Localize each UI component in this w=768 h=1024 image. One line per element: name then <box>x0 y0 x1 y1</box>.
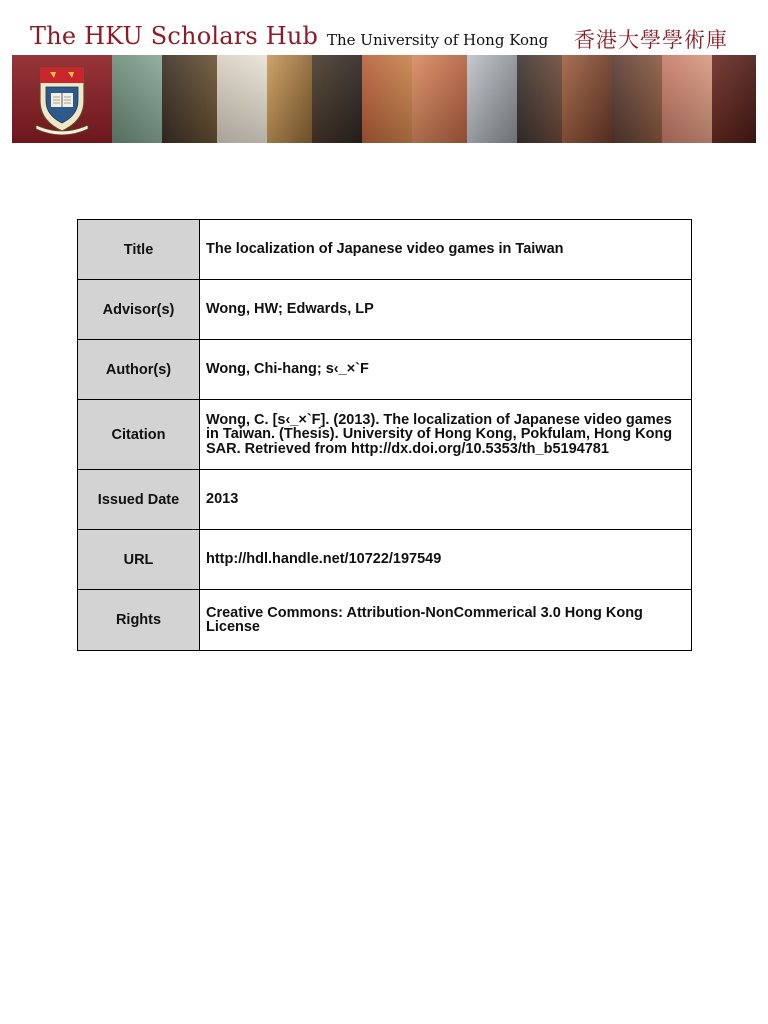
metadata-row-citation <box>78 400 692 470</box>
rights-value: Creative Commons: Attribution-NonCommerical 3.0 Hong Kong License <box>200 590 692 651</box>
header-banner <box>12 55 756 143</box>
citation-value[interactable]: Wong, C. [s‹_×`F]. (2013). The localization of Japanese video games in Taiwan. (Thesis). University of Hong Kong, Pokfulam, Hong Kong SAR. Retrieved from http://dx.doi.org/10.5353/th_b5194781 <box>200 400 692 470</box>
metadata-row-url <box>78 530 692 590</box>
header <box>12 22 756 56</box>
university-name: The University of Hong Kong <box>327 31 549 49</box>
rights-label: Rights <box>78 590 200 651</box>
metadata-row-issued-date <box>78 470 692 530</box>
metadata-row-rights <box>78 590 692 651</box>
url-label: URL <box>78 530 200 590</box>
chinese-name: 香港大學學術庫 <box>574 28 728 52</box>
title-value: The localization of Japanese video games in Taiwan <box>200 220 692 280</box>
hku-crest-icon <box>34 63 90 135</box>
title-label: Title <box>78 220 200 280</box>
authors-label: Author(s) <box>78 340 200 400</box>
citation-label: Citation <box>78 400 200 470</box>
advisors-label: Advisor(s) <box>78 280 200 340</box>
metadata-row-advisors <box>78 280 692 340</box>
metadata-row-title <box>78 220 692 280</box>
url-link[interactable]: http://hdl.handle.net/10722/197549 <box>200 530 692 590</box>
record-metadata-table <box>77 219 692 651</box>
advisors-value: Wong, HW; Edwards, LP <box>200 280 692 340</box>
issued-date-value: 2013 <box>200 470 692 530</box>
authors-value: Wong, Chi-hang; s‹_×`F <box>200 340 692 400</box>
issued-date-label: Issued Date <box>78 470 200 530</box>
metadata-row-authors <box>78 340 692 400</box>
hub-title[interactable]: The HKU Scholars Hub <box>30 22 319 50</box>
